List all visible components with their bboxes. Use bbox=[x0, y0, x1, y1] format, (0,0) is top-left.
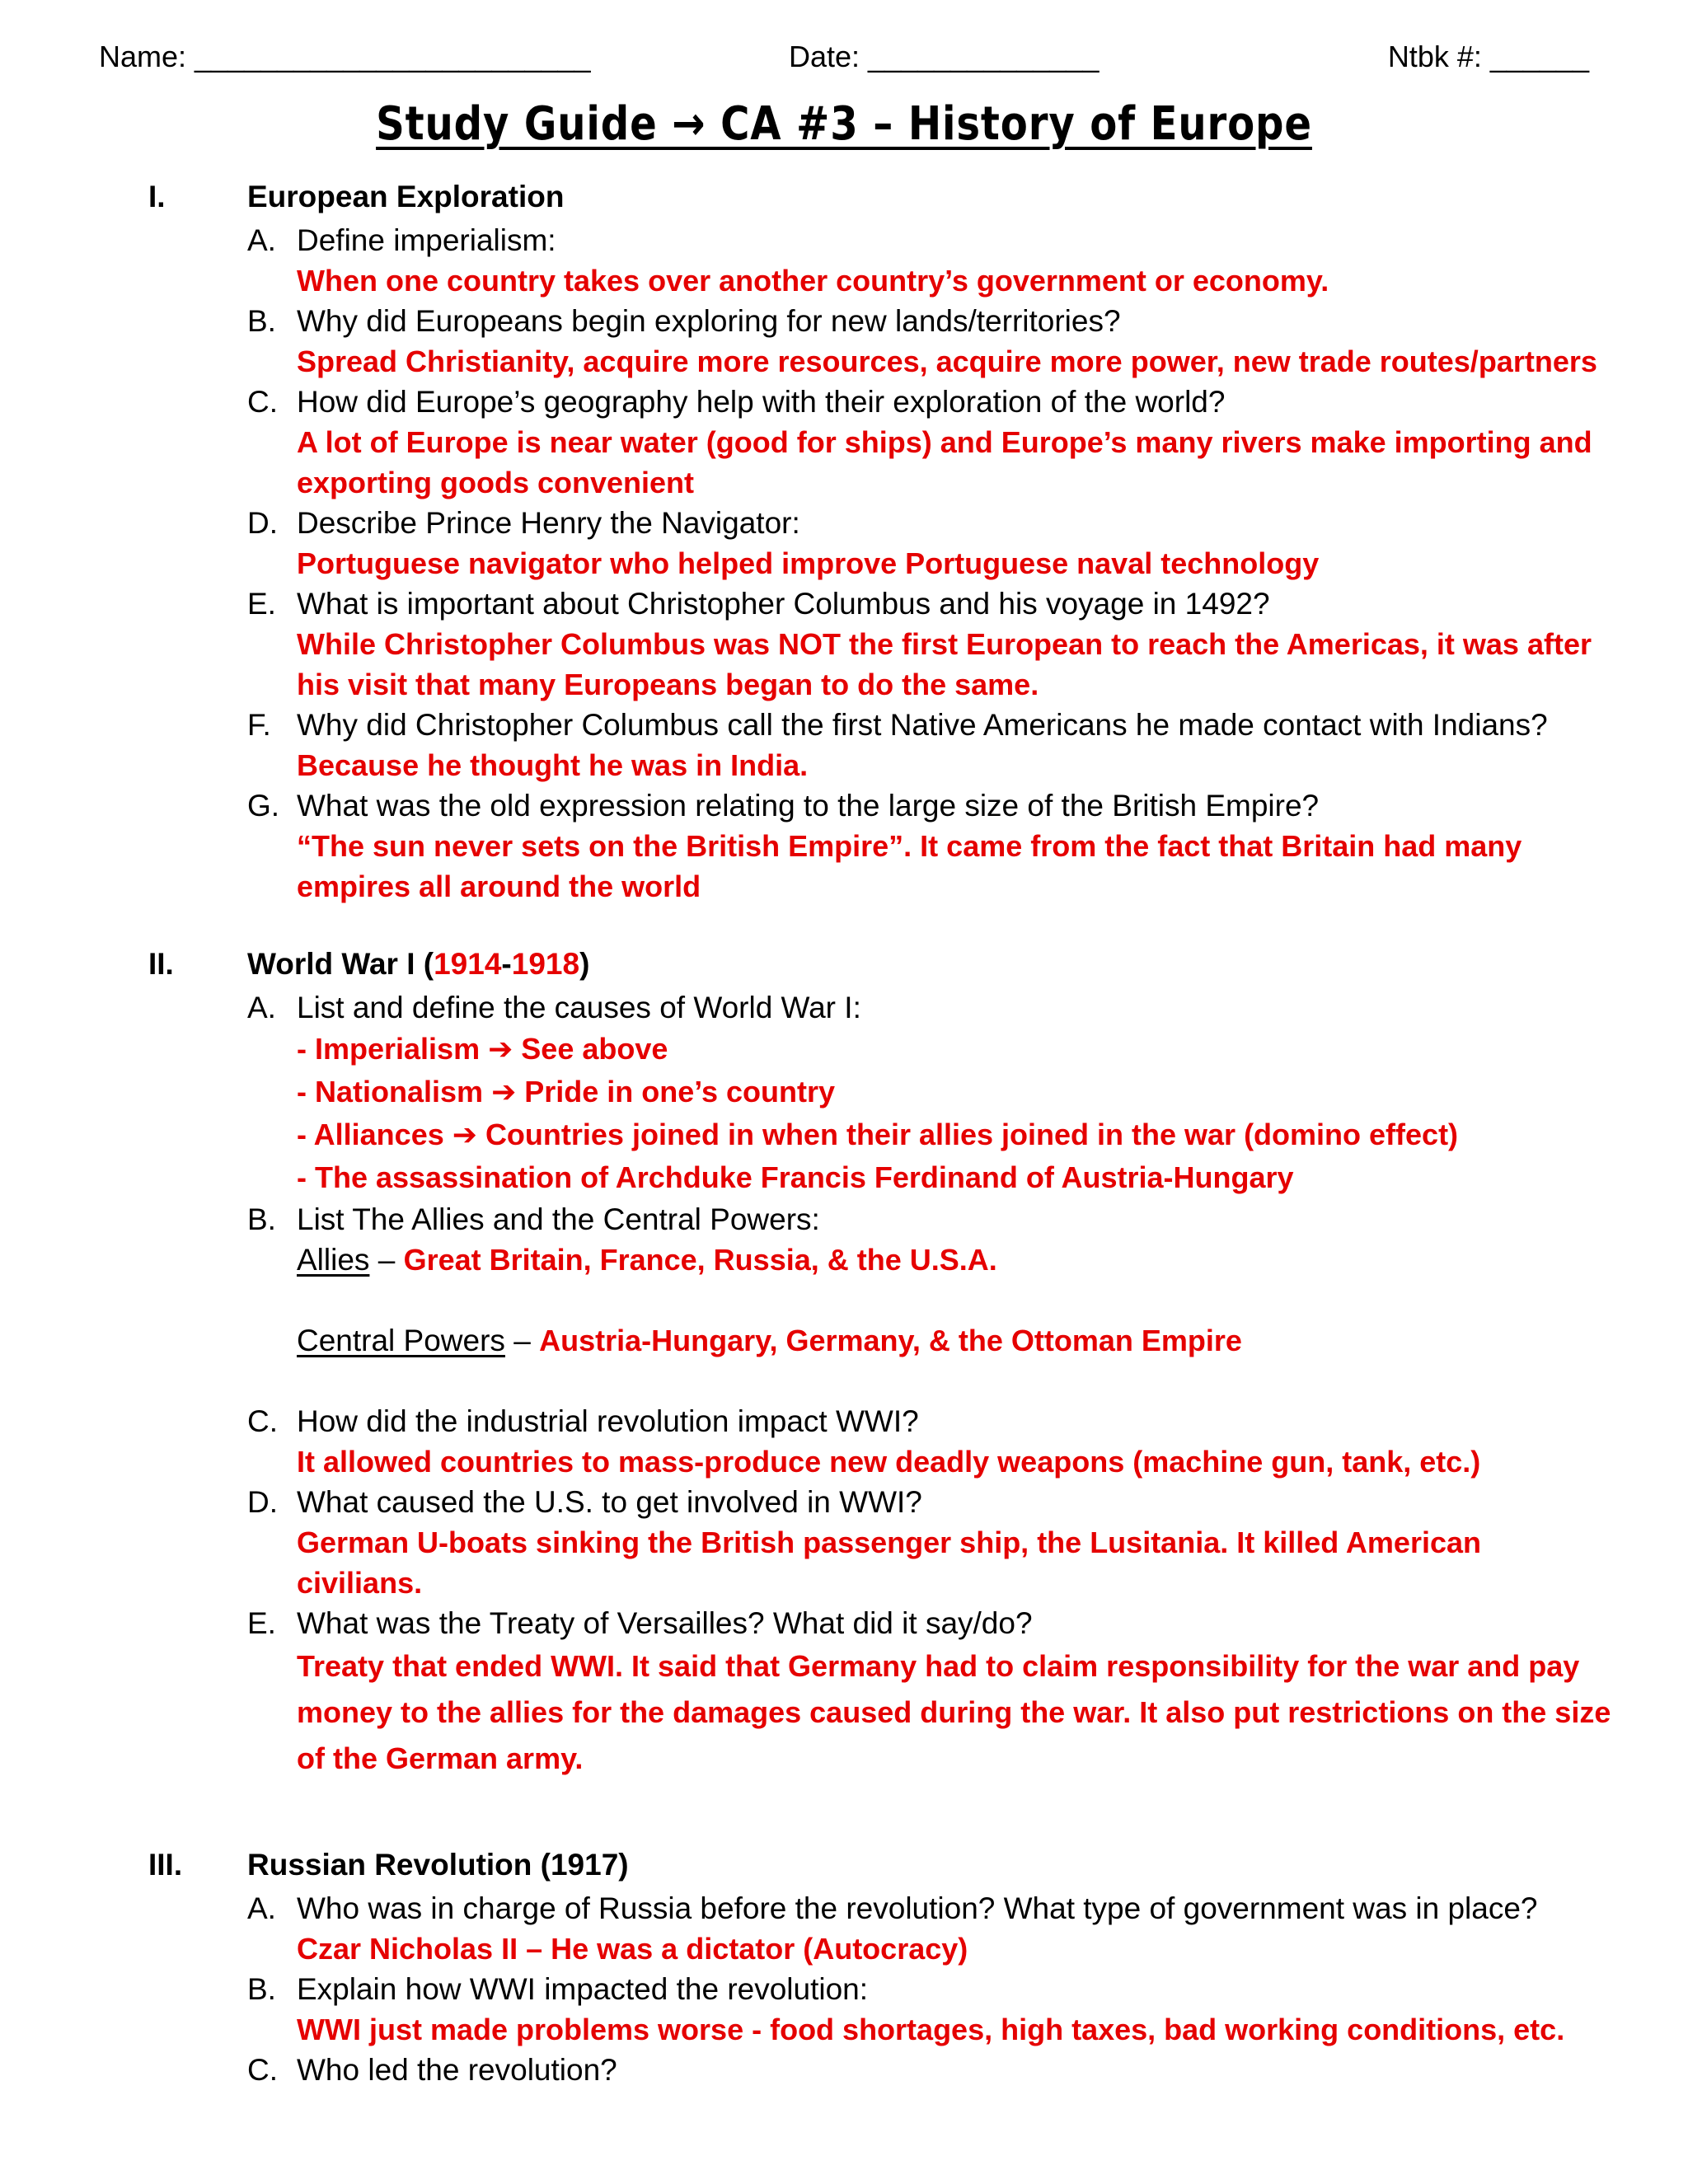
question-text: Define imperialism: bbox=[297, 223, 556, 257]
question-letter: E. bbox=[247, 587, 276, 621]
allies-label: Allies bbox=[297, 1243, 370, 1277]
question-letter: B. bbox=[247, 304, 276, 338]
answer-text: WWI just made problems worse - food shortages, high taxes, bad working conditions, etc. bbox=[297, 2013, 1565, 2046]
question-text: Who was in charge of Russia before the revolution? What type of government was in place? bbox=[297, 1891, 1538, 1925]
cause-term: - The assassination of Archduke Francis Ferdinand of Austria-Hungary bbox=[297, 1160, 1294, 1194]
question-item bbox=[0, 1401, 1688, 1482]
cause-item bbox=[297, 1156, 1688, 1199]
central-powers-separator: – bbox=[504, 1324, 540, 1357]
page-title: Study Guide → CA #3 – History of Europe bbox=[376, 97, 1312, 151]
question-item bbox=[0, 2050, 1688, 2090]
notebook-number-field: Ntbk #: ______ bbox=[1387, 40, 1589, 73]
answer-text: Portuguese navigator who helped improve Portuguese naval technology bbox=[297, 546, 1320, 580]
section-heading bbox=[0, 180, 1688, 220]
question-letter: G. bbox=[247, 789, 280, 823]
section-numeral: III. bbox=[148, 1848, 183, 1882]
question-item bbox=[0, 301, 1688, 382]
question-letter: C. bbox=[247, 385, 278, 419]
answer-text: Because he thought he was in India. bbox=[297, 748, 809, 782]
question-item bbox=[0, 1888, 1688, 1969]
section-title-prefix: World War I ( bbox=[247, 947, 434, 981]
cause-item bbox=[297, 1071, 1688, 1113]
question-letter: A. bbox=[247, 991, 276, 1024]
central-powers-line bbox=[297, 1320, 1688, 1361]
allies-separator: – bbox=[369, 1243, 404, 1277]
cause-item bbox=[297, 1028, 1688, 1071]
answer-text: “The sun never sets on the British Empire”. It came from the fact that Britain had many empires all around the world bbox=[297, 829, 1522, 903]
cause-definition: See above bbox=[521, 1032, 668, 1066]
question-letter: A. bbox=[247, 1891, 276, 1925]
answer-text: Treaty that ended WWI. It said that Germany had to claim responsibility for the war and pay money to the allies for the damages caused during the war. It also put restrictions on the size of the German army. bbox=[297, 1649, 1611, 1775]
header bbox=[99, 40, 1589, 81]
question-item bbox=[0, 1199, 1688, 1401]
study-guide-body bbox=[0, 180, 1688, 2090]
cause-definition: Pride in one’s country bbox=[524, 1075, 835, 1108]
question-text: How did the industrial revolution impact WWI? bbox=[297, 1404, 919, 1438]
section-title: Russian Revolution (1917) bbox=[247, 1848, 629, 1882]
question-letter: C. bbox=[247, 1404, 278, 1438]
allies-value: Great Britain, France, Russia, & the U.S.A. bbox=[403, 1243, 997, 1277]
date-field: Date: ______________ bbox=[789, 40, 1100, 73]
right-arrow-icon: ➔ bbox=[491, 1075, 517, 1108]
central-powers-label: Central Powers bbox=[297, 1324, 505, 1357]
year-start: 1914 bbox=[434, 947, 502, 981]
question-text: Describe Prince Henry the Navigator: bbox=[297, 506, 800, 540]
answer-text: It allowed countries to mass-produce new deadly weapons (machine gun, tank, etc.) bbox=[297, 1445, 1481, 1479]
question-item bbox=[0, 220, 1688, 301]
section-heading bbox=[0, 1848, 1688, 1888]
section-russian-revolution bbox=[0, 1848, 1688, 2090]
question-text: What is important about Christopher Columbus and his voyage in 1492? bbox=[297, 587, 1270, 621]
answer-text: Spread Christianity, acquire more resources, acquire more power, new trade routes/partners bbox=[297, 344, 1597, 378]
name-field: Name: ________________________ bbox=[99, 40, 591, 73]
section-european-exploration bbox=[0, 180, 1688, 907]
section-numeral: II. bbox=[148, 947, 174, 981]
central-powers-value: Austria-Hungary, Germany, & the Ottoman Empire bbox=[539, 1324, 1242, 1357]
section-title: European Exploration bbox=[247, 180, 565, 213]
cause-term: - Alliances bbox=[297, 1118, 444, 1151]
question-text: Explain how WWI impacted the revolution: bbox=[297, 1972, 869, 2006]
year-dash: - bbox=[501, 947, 512, 981]
question-item bbox=[0, 987, 1688, 1199]
question-letter: D. bbox=[247, 1485, 278, 1519]
question-letter: E. bbox=[247, 1606, 276, 1640]
section-world-war-i bbox=[0, 947, 1688, 1782]
answer-text: While Christopher Columbus was NOT the first European to reach the Americas, it was after his visit that many Europeans began to do the same. bbox=[297, 627, 1592, 701]
question-letter: D. bbox=[247, 506, 278, 540]
question-item bbox=[0, 583, 1688, 705]
section-numeral: I. bbox=[148, 180, 166, 213]
question-letter: A. bbox=[247, 223, 276, 257]
cause-term: - Imperialism bbox=[297, 1032, 481, 1066]
section-title-suffix: ) bbox=[579, 947, 590, 981]
right-arrow-icon: ➔ bbox=[488, 1032, 513, 1066]
cause-definition: Countries joined in when their allies joined in the war (domino effect) bbox=[485, 1118, 1459, 1151]
question-item bbox=[0, 1603, 1688, 1782]
question-text: List The Allies and the Central Powers: bbox=[297, 1202, 820, 1236]
allies-line bbox=[297, 1240, 1688, 1280]
question-letter: B. bbox=[247, 1202, 276, 1236]
question-text: How did Europe’s geography help with their exploration of the world? bbox=[297, 385, 1226, 419]
question-item bbox=[0, 503, 1688, 583]
question-item bbox=[0, 1482, 1688, 1603]
question-text: Who led the revolution? bbox=[297, 2053, 617, 2087]
question-text: What caused the U.S. to get involved in WWI? bbox=[297, 1485, 922, 1519]
question-text: List and define the causes of World War I: bbox=[297, 991, 861, 1024]
question-item bbox=[0, 1969, 1688, 2050]
question-text: Why did Europeans begin exploring for new lands/territories? bbox=[297, 304, 1121, 338]
question-item bbox=[0, 705, 1688, 785]
answer-text: A lot of Europe is near water (good for ships) and Europe’s many rivers make importing and exporting goods convenient bbox=[297, 425, 1592, 499]
section-title bbox=[247, 947, 589, 982]
section-heading bbox=[0, 947, 1688, 987]
question-item bbox=[0, 785, 1688, 907]
question-text: Why did Christopher Columbus call the first Native Americans he made contact with Indians? bbox=[297, 708, 1548, 742]
cause-item bbox=[297, 1113, 1688, 1156]
year-end: 1918 bbox=[511, 947, 580, 981]
question-letter: F. bbox=[247, 708, 271, 742]
right-arrow-icon: ➔ bbox=[452, 1118, 477, 1151]
question-text: What was the old expression relating to the large size of the British Empire? bbox=[297, 789, 1320, 823]
question-letter: C. bbox=[247, 2053, 278, 2087]
question-item bbox=[0, 382, 1688, 503]
answer-text: German U-boats sinking the British passenger ship, the Lusitania. It killed American civilians. bbox=[297, 1526, 1481, 1600]
answer-text: When one country takes over another country’s government or economy. bbox=[297, 264, 1329, 298]
answer-text: Czar Nicholas II – He was a dictator (Autocracy) bbox=[297, 1932, 968, 1966]
cause-term: - Nationalism bbox=[297, 1075, 484, 1108]
question-text: What was the Treaty of Versailles? What did it say/do? bbox=[297, 1606, 1033, 1640]
question-letter: B. bbox=[247, 1972, 276, 2006]
